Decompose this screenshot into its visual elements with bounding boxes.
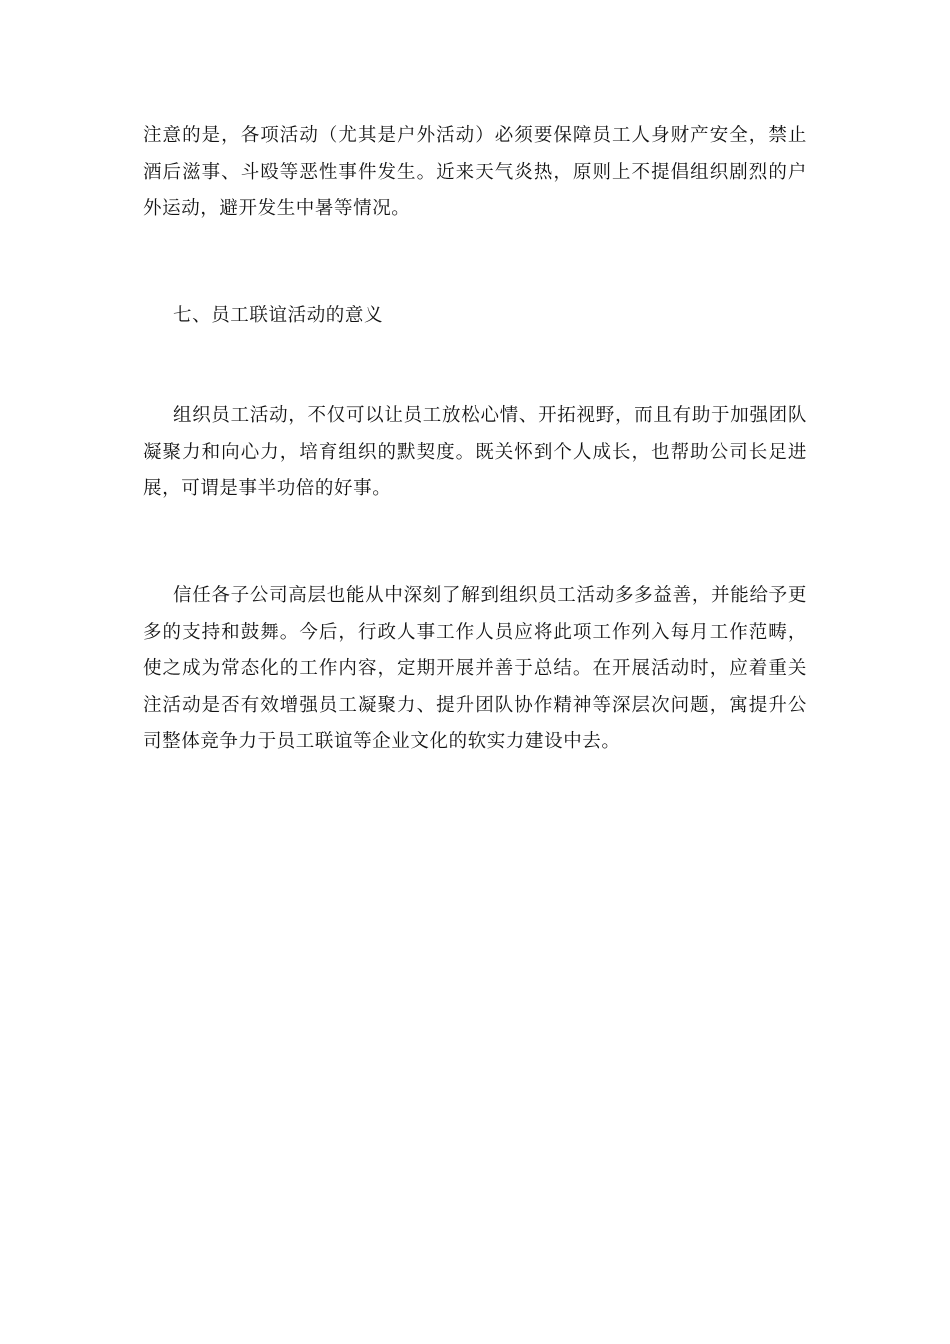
paragraph-conclusion: 信任各子公司高层也能从中深刻了解到组织员工活动多多益善，并能给予更多的支持和鼓舞。今后，行政人事工作人员应将此项工作列入每月工作范畴，使之成为常态化的工作内容，定期开展并善于总结。在开展活动时，应着重关注活动是否有效增强员工凝聚力、提升团队协作精神等深层次问题，寓提升公司整体竞争力于员工联谊等企业文化的软实力建设中去。 <box>143 585 807 752</box>
paragraph-safety-notice: 注意的是，各项活动（尤其是户外活动）必须要保障员工人身财产安全，禁止酒后滋事、斗殴等恶性事件发生。近来天气炎热，原则上不提倡组织剧烈的户外运动，避开发生中暑等情况。 <box>143 125 807 219</box>
section-heading-seven: 七、员工联谊活动的意义 <box>173 305 384 326</box>
paragraph-activity-meaning: 组织员工活动，不仅可以让员工放松心情、开拓视野，而且有助于加强团队凝聚力和向心力，培育组织的默契度。既关怀到个人成长，也帮助公司长足进展，可谓是事半功倍的好事。 <box>143 405 807 499</box>
